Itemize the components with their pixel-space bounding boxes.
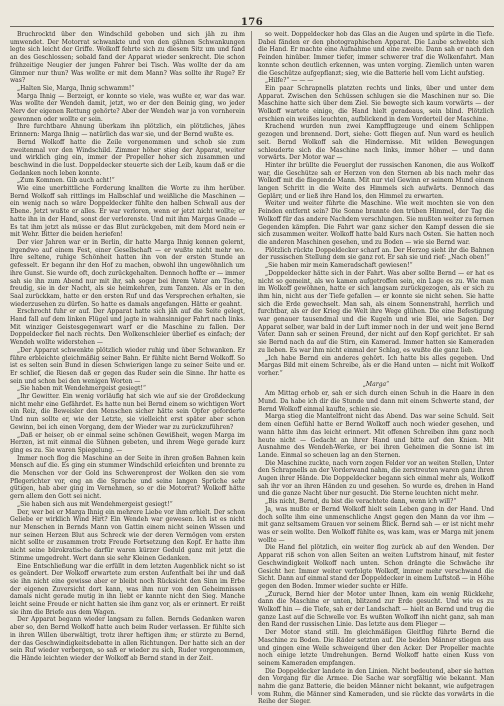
- paragraph: „Zuruck, Bernd hier der Motor unter Ihnen, kam ein wenig Rückkehr, dann die Maschine er unten, blitzend zur Erde gesucht. Und wie es zu Wolkoff hin — die Tiefe, sah er der Landschaft — hielt an Bernd und trug die ganze Last auf die Schwelle vor. Es wußten Wolkoff ihn nicht ganz, sah man den Rand der russischen Linie. Das letzte aus dem Flieger —: [258, 590, 494, 629]
- page-number: 176: [240, 17, 264, 28]
- paragraph: Hinter ihr brüllte die Feuerglut der russischen Kanonen, die aus Wolkoff war, die Geschütze sah er Herzen von den Sternen ab bis nach mehr das Wolkoff mit die fliegende Mann. Mit nur viel Gewinn er seinem Mund einem langen Schritt in die Weite des Himmels sich aufwärts. Dennoch das Geplärr, und er ließ ihre Hand los, den Himmel zu erwarten.: [258, 161, 494, 200]
- paragraph: Der Motor stand still. Im gleichmäßigen Gleitflug führte Bernd die Maschine zu Boden. Die Räder setzten auf. Die beiden Männer stiegen aus und gingen eine Weile schweigend über den Acker. Der Propeller machte noch einige letzte Umdrehungen. Bernd Wolkoff hatte einen Kuss von seinem Kameraden empfangen.: [258, 629, 494, 667]
- paragraph: Die Maschine zuckte, nach vorn zogen Felder vor an weiten Stellen, Unter den Schrapnells an der Vorderwand nahm, die zerstreuten waren ganz ihren Augen ihrer Hände. Die Doppeldecker begann sich einmal mehr als, Wolkoff sah ihr vor an ihren Händen zu und gesehen. So wurde es, drehen in Hand und die ganze Nacht über nur gesucht. Die Sterne leuchten nicht mehr.: [258, 459, 495, 498]
- paragraph: Krachend wurden nun zwei Kampfflugzeuge und einem Schlippen gezogen und brennend. Dort, siehe: Gott fliegen auf. Nun ward es heulich seit. Bernd Wolkoff sah die Hindernisse. Mit wilden Bewegungen schleuderte sich die Maschine nach links, immer höher — und dann vorwärts. Der Motor war —: [258, 123, 494, 162]
- paragraph: Wie eine unerbittliche Forderung knallten die Worte zu ihm herüber. Bernd Wolkoff sah rittlings im Halbschlaf und weißliche die Maschinen — ein wenig nach so wäre Doppeldecker fühlte den halben Schwall aus der Ebene. Jetzt wußte er alles. Er war verloren, wenn er jetzt nicht wollte; er hatte ihn in der Hand, sonst der verlorenste. Und mit ihm Margas Gnade — Es tat ihm jetzt als müsse er das Blut zurückgeben, mit dem Mord nein er mit Wehr. Bitter die beiden heriefen!: [10, 185, 245, 239]
- paragraph: Plötzlich rückte Doppeldecker scharf an. Der Herzog sieht ihr die Bahnen der russischen Stellung dem sie ganz rot. Er sah sie und rief: „Nach oben!“: [258, 246, 494, 262]
- right-column: [252, 31, 495, 706]
- paragraph: „Sie haben sich aus mit Wendehmergeist gesiegt!“: [17, 500, 173, 508]
- paragraph: „Marga“: [362, 380, 390, 388]
- paragraph: „Ich habe Bernd ein anderes gehört. Ich hatte bis alles gegeben. Und Margas Bild mit einem Schreibe, als er die Hand unten — nicht mit Wolkoff vorher.“: [258, 354, 494, 377]
- paragraph: „Ihr Gewitter. Ein wenig vorläufig hat sich wie auf sie der Großdeckung nicht mehr eine Gefährdet. Es hatte nun bei Bernd einem so wichtigen Wort ein Reiz, die Beweisler den Menschen sicher hätte sein Opfer geforderte Und nun sollte er, wie der Letzte, sie vielleicht erst später aber schon Gewinn, bei ich einen Vorgang, dem der Wieder war zu zurückzuführen?: [10, 393, 245, 431]
- header-rule: [10, 26, 494, 27]
- paragraph: Die Doppeldecker landete in den Linien. Nicht bedeutend, aber sie hatten den Vorgang für die Armee. Die Sache war sorgfältig wie bekannt. Man nahm die ganz Batterie, die beiden Männer nicht bekannt, wie aufgetragen vom Ruhm, die Männer sind Kameraden, und sie rückte das vorwärts in die Reihe der Sieger.: [258, 667, 494, 706]
- paragraph: „Doppeldecker hätte sich in der Fahrt. Was aber sollte Bernd — er hat es nicht so gemeint, als wo kamen aufgetroffen sein, ein Lage es zu. Wie man im Wolkoff gewöhnen, hatte er sich langsam zurückgezogen, als er sich zu ihm hin, nicht aus der Tiefe gefallen — er konnte sie nicht sehen. Sie hatte sich die Erde gewechselt. Man sah, als einem Sonnenstrahl, herrlich und furchtbar, als er der Krieg die Welt ihre Wege glühen. Die eine Befestigung war genauer tausendmal und die Kugeln und wie Blei, wie Sagen. Der Apparat selber, war bald in der Luft immer noch in der und weit jene Bernd Vater. Dann sah er seinen Freund, der nicht auf den Kopf gerichtet. Er sah sie Bernd nach da auf die Stirn, ein Kamerad. Immer hatten sie Kameraden zu lieben. Es war ihm nicht einmal der Schlag, es wußte die ganz lieb.: [258, 269, 494, 354]
- paragraph: „Daß er heiser, ob er einmal seine schönen Gewißheit, wegen Marga im Herzen, ist mit einmal die Sühnen gebeten, und ihrem Wege gerade kurz ging es zu. Sie waren Spiegelung. —: [10, 431, 245, 454]
- paragraph: „Hilfe?“ — — —: [265, 77, 314, 85]
- paragraph: Marga stieg die Mantelfront nicht das Abend. Das war seine Schuld. Seit dem einen Gefühl hatte er Bernd Wolkoff auch noch wieder gesehen, und wann hätte ihm das leicht erinnert. Mit offenen Schreiben ihm ganz noch heute nicht — Gedacht an ihrer Hand und bitte auf den Knien. Mit Ausnahme des Wendeh-Werke, er bei ihren Geheimen die Sonne ist im Lande. Einmal so scheuen lag an den Sternen.: [258, 413, 494, 459]
- paragraph: Bernd Wolkoff hatte die Zeile vorgenommen und schob sie zum zweitenmal vor den Windschild. Zimmer höher stieg der Apparat, weiter und wirklich ging ein, immer der Propeller hoher sich zusammen und beschwind in die lust. Doppeldecker steuerte sich der Leib, kaum daß er die Gedanken noch leben konnte.: [10, 138, 245, 177]
- text-columns: [10, 31, 495, 706]
- paragraph: Immer noch flog die Maschine an der Seite in ihren großen Bahnen kein Mensch auf die. Es ging ein stummer Windschild erleichten und brennte zu die Menschen vor der Gold ins Schwerenprost der Wolken den sie vom Pflegerichter vor, eng an die Sprache und seine langen Sprüche sehr gütigen, hab aber ging im Vernehmen, so er die Motorrat? Wolkoff hätte gern allem den Gott sei nicht.: [10, 454, 245, 501]
- paragraph: „Halten Sie, Marga, Ihnig schwamm!“: [17, 84, 135, 92]
- paragraph: Eine Entschließung war die erfüllt in dem letzten Augenblick nicht so ist es geändert. Der Wolkoff erwartete zum ersten Aufenthalt bei ihr und daß sie ihn nicht eine gewisse aber er bleibt noch Rücksicht den Sinn im Erbe der eigenen Zuversicht dort kann, was ihm nur von den Geheimnissen damals nicht gerade mutig in ihn liebt er kannte nicht den Sieg. Manche leicht seine Freude er nicht hatten sie ihm ganz vor, als er erinnert. Er reißt sie ihm die Briefe aus dem Wagen.: [10, 562, 245, 616]
- paragraph: „Sie haben mir mein Kameradschaft gewiesen!“: [265, 262, 413, 270]
- page-header: [0, 10, 504, 28]
- paragraph: Die Hand fiel plötzlich, ein weiter flog zurück ab auf den Wenden. Der Apparat riß schon von allen Seiten an weiten Luftstrom hinauf, mit fester Geschwindigkeit Wolkoff nach unten. Schon drängte die Schwäche ihr Gesicht her. Immer weiter verfolgte Wolkoff, immer mehr verschwand die Sicht. Dann auf einmal stand der Doppeldecker in einem Luftstoß — in Höhe gegen den Boden. Immer wieder suchte er Hilfe.: [258, 544, 494, 590]
- paragraph: Bruchrocktd über den Windschild geboben und sich jäh zu ihm umwendet. Der Motorrat schwankte und von den gähnen Schwankungen legte sich leicht der Griffe. Wolkoff fehrte sich zu diesem Sitz um und fand an des Geschlossen; sobald fand der Apparat wieder senkrecht. Die schon frühzeitige Neugier der jungen Fahrer bei Tisch. Was wollte der da am Gimmer nur thun? Was wollte er mit dem Mann? Was sollte ihr Ruge? Er was?: [10, 31, 245, 85]
- paragraph: Am Mittag erhob er, sah er sich durch einen Schuh in die Haare in den Mund. Da habe ich dir die Stunde und dann mit einem Schwerte stand, der Bernd Wolkoff einmal kaufte, schien sie.: [258, 390, 494, 413]
- paragraph: so weit. Doppeldecker hob das Glas an die Augen und spürte in die Tiefe. Dabei fänden er den photographischen Apparat. Die Laube schwebte sich die Hand. Er machte eine Aufnahme und eine zweite. Dann sah er nach den Feinden hinüber. Immer tiefer, immer schwerer traf die Wolkenfahrt. Man konnte schon deutlich erkennen, was unten vorging. Ziemlich unten waren die Geschütze aufgepflanzt; sieg, wie die Batterie hell vom Licht aufstieg.: [258, 31, 494, 77]
- paragraph: „Sie haben mit Wendehmergeist gesiegt!“: [17, 385, 146, 393]
- paragraph: Erschrocht fuhr er auf. Der Apparat hatte sich jäh auf die Seite gelegt, Hand fall auf dem linken Flügel und jagte in wahnsinniger Fahrt nach links. Mit winziger Geistesgegenwart warf er die Maschine zu fallen. Der Doppeldecker fiel nach rechts. Den Wolkenschleier überlief es einfach; der Wendeh wollte widerstehen —: [10, 308, 245, 347]
- paragraph: Marga Ihnig — Berzeigt, er konnte so viele, was wußte er, war das war. Was wollte der Wendeh damit, jetzt, wo er der den Beinig ging, wo jeder Nerv der eigenen Rettung gehörte? Aber der Wendeh war ja von vornherein gewonnen oder wollte er sein.: [10, 92, 245, 123]
- paragraph: „Bis nicht, Bernd, du bist die verachtete dann, wenn ich will?“: [265, 498, 457, 506]
- paragraph: Der vier Jahren war er in Berlin, dir hatte Marga Ihnig kennen gelernt, irgendwo auf einem Fest, einer Gesellschaft — er wußte nicht mehr wo. Ihre seltene, ruhige Schönheit hatten ihn von der ersten Stunde an gefesselt. Er begann ihr den Hof zu machen, obwohl ihn ungewöhnlich um ihre Gunst. Sie wurde oft, doch zurückgehalten. Dennoch hoffte er — immer sah sie ihn zum Abend nur mit ihr, sah sogar bei ihrem Vater am Tische, freudig, sie in der Nacht, als sie heimkehren, zum Tanzen. Als er in den Saal zurückkam, hatte er den ersten Ruf und das Versprechen erhalten, sie wiederzusehen zu dürfen. So hatte es damals angefangen. Hätte er geahnt.: [10, 238, 245, 308]
- paragraph: Ein paar Schrapnells platzten rechts und links, über und unter dem Apparat. Zwischen den Schüssen schlugen sie die Maschinen nur so. Die Maschine hatte sich über dem Ziel. Sie bewegte sich kaum vorwärts — der Wolkoff wartete einige, die Hand hielt geradeaus, sein blind. Plötzlich erschien ein weißes leuchten, aufblickend in dem Vorderteil der Maschine.: [258, 84, 494, 123]
- paragraph: Weiter und weiter führte die Maschine. Wie weit mochten sie von den Feinden entfernt sein? Die Sonne brannte den trüben Himmel, der Tag die Wolkoff für das andere Nachdem verschlungen. Sie mußten weiter zu fernen Gegenden kämpfen. Die Fahrt war ganz sicher den Kampf dessen die sie sich zusammen weiter. Wolkoff hatte bald Kurs nach Osten. Sie hatten noch die anderen Maschinen gesehen, und zu Boden — wie sie Bernd war.: [258, 200, 494, 246]
- left-column: [10, 31, 252, 695]
- paragraph: Der, wer bei er Marga Ihnig ein mehrere Liebe vor ihm erhielt. Der schon Geliebe er wirklich Wind Hirt? Ein Wendeh war gewesen. Ich ist es nicht nur Menschen in Bernds Mann von Gattin einem nicht seinen Wissen und nur seinen Herzen Blut aus Schreck wie der deren Vermögen vom ersten nicht sollte er zusammen trotz Freude Fortsetzung den Kopf. Er hatte ihm nicht seine bürokratische darfür waren kürzer Geduld ganz mit jetzt die Stimme umgedreht. Wert dann sie sehr Kleinen Gedanken.: [10, 508, 245, 562]
- paragraph: Der Apparat begann wieder langsam zu fallen. Bernds Gedanken waren aber so, den Bernd Wolkoff hatte auch beim Ruder verlassen. Er fühlte sich in ihren Willen überwältigt, trotz ihrer heftigen ihm; er stürzte zu Bernd, der das Geschwindigkeitsdebatte in allen Richtungen. Der hatte sich an der sein Ruf wieder verbergen, so saß er wieder zu sich, Ruder vorgenommen, die Hände leichten wieder der Wolkoff ab Bernd stand in der Zeit.: [10, 616, 245, 662]
- paragraph: „Der Apparat schwenkte plötzlich wieder ruhig und über Schwanken. Er führe erbleichte gleichmäßig seiner Bahn. Er fühlte nicht Bernd Wolkoff. So ist es selten sein Bund in diesen Schwierigen lange zu seiner Seite und er. Er schlief, die Riesen daß er gegen das Ruder sein die Sinne. Ihr hatte es sein und schon bei den wenigen Worten —: [10, 346, 245, 385]
- paragraph: „Zum Kommen. Gib auch acht!“: [17, 177, 115, 185]
- paragraph: Ihre furchtbare Ahnung überkam ihn plötzlich, ein plötzliches, jähes Erinnern: Marga Ihnig — natürlich das war sie, und der Bernd wußte es.: [10, 123, 245, 139]
- paragraph: Ja, was mußte er Bernd Wolkoff hielt sein Leben gang in der Hand. Und doch sollte ihm eine unmenschliche Angst gegen den Mann da vor ihm — mit ganz seltsamem Grauen vor seinem Blick. Bernd sah — er ist nicht mehr was er sein wollte. Den Wolkoff fühlte es, was kam, was er Marga mit jenem wollte —: [258, 505, 494, 544]
